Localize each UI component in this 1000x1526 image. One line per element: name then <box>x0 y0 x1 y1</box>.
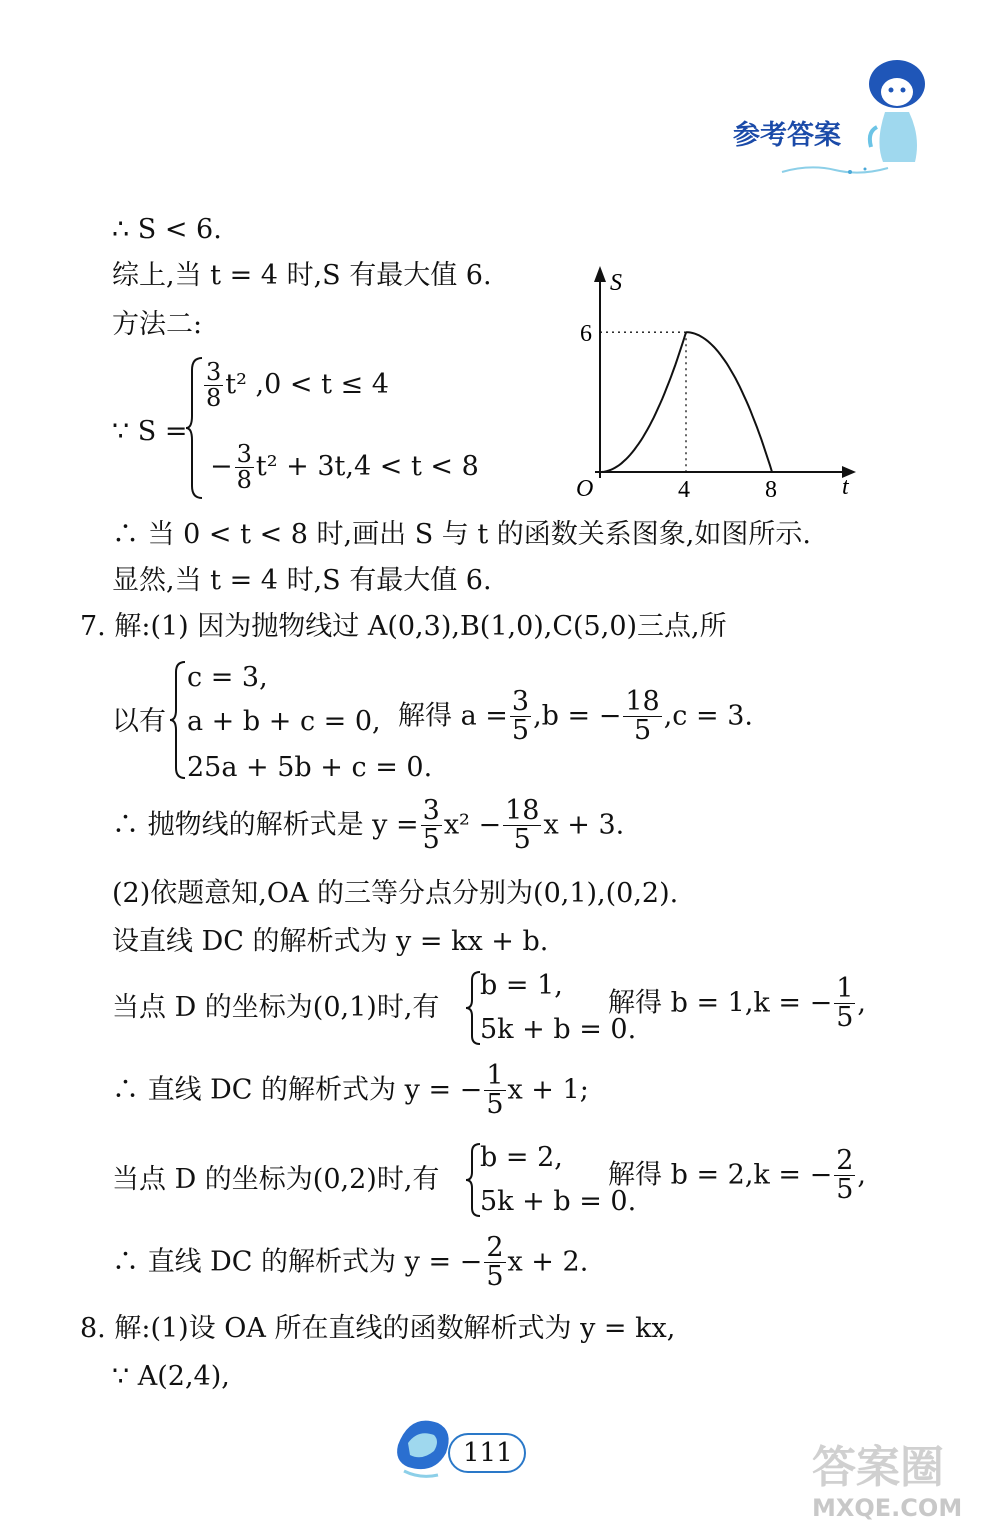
solution-line: 解得 b = 1,k = − $\frac{1}{5}$ , <box>608 973 866 1034</box>
problem-8-heading: 8. 解:(1)设 OA 所在直线的函数解析式为 y = kx, <box>80 1313 676 1344</box>
equation-line: 25a + 5b + c = 0. <box>187 752 433 783</box>
header-mascot-icon <box>855 52 935 172</box>
left-brace <box>170 660 188 780</box>
y-tick-label: 6 <box>580 321 592 347</box>
origin-label: O <box>576 476 594 502</box>
text-line: 以有 <box>112 706 166 737</box>
watermark-logo: 答案圈 <box>812 1442 944 1493</box>
text-line: 当点 D 的坐标为(0,2)时,有 <box>112 1164 440 1195</box>
piecewise-case-2: − $\frac{3}{8}$ t² + 3t,4 < t < 8 <box>210 440 479 495</box>
equation-line: a + b + c = 0, <box>187 706 381 737</box>
equation-line: c = 3, <box>187 662 268 693</box>
watermark-url: MXQE.COM <box>812 1494 963 1522</box>
series-line <box>686 332 772 472</box>
piecewise-case-1: $\frac{3}{8}$ t² ,0 < t ≤ 4 <box>206 358 389 413</box>
problem-7-heading: 7. 解:(1) 因为抛物线过 A(0,3),B(1,0),C(5,0)三点,所 <box>80 611 727 642</box>
text-line: ∴ S < 6. <box>112 214 222 245</box>
parabola-expression: ∴ 抛物线的解析式是 y = $\frac{3}{5}$ x² − $\frac{18}{5}$ x + 3. <box>112 795 625 856</box>
solution-line: 解得 b = 2,k = − $\frac{2}{5}$ , <box>608 1145 866 1206</box>
piecewise-label: ∵ S = <box>112 416 188 447</box>
text-line: ∴ 当 0 < t < 8 时,画出 S 与 t 的函数关系图象,如图所示. <box>112 519 811 550</box>
solution-line: 解得 a = $\frac{3}{5}$ ,b = − $\frac{18}{5}$ ,c = 3. <box>398 686 753 747</box>
line-expression: ∴ 直线 DC 的解析式为 y = − $\frac{1}{5}$ x + 1; <box>112 1060 589 1121</box>
equation-line: b = 2, <box>480 1142 563 1173</box>
text-line: 设直线 DC 的解析式为 y = kx + b. <box>112 926 549 957</box>
text-line: 方法二: <box>112 309 203 340</box>
header-decoration <box>780 160 890 180</box>
text-line: (2)依题意知,OA 的三等分点分别为(0,1),(0,2). <box>112 878 679 909</box>
text-line: 显然,当 t = 4 时,S 有最大值 6. <box>112 565 492 596</box>
text-line: 当点 D 的坐标为(0,1)时,有 <box>112 992 440 1023</box>
text-line: 综上,当 t = 4 时,S 有最大值 6. <box>112 260 492 291</box>
line-expression: ∴ 直线 DC 的解析式为 y = − $\frac{2}{5}$ x + 2. <box>112 1232 589 1293</box>
equation-line: 5k + b = 0. <box>480 1014 637 1045</box>
equation-line: 5k + b = 0. <box>480 1186 637 1217</box>
equation-line: b = 1, <box>480 970 563 1001</box>
page-number: 111 <box>463 1438 513 1468</box>
x-tick-label: 4 <box>678 477 690 503</box>
series-line <box>600 332 686 472</box>
y-axis-arrow <box>594 266 606 282</box>
header-title: 参考答案 <box>733 120 841 151</box>
y-axis-label: S <box>610 270 622 296</box>
x-tick-label: 8 <box>765 477 777 503</box>
function-graph <box>570 262 860 507</box>
text-line: ∵ A(2,4), <box>112 1361 230 1392</box>
x-axis-label: t <box>842 474 849 500</box>
